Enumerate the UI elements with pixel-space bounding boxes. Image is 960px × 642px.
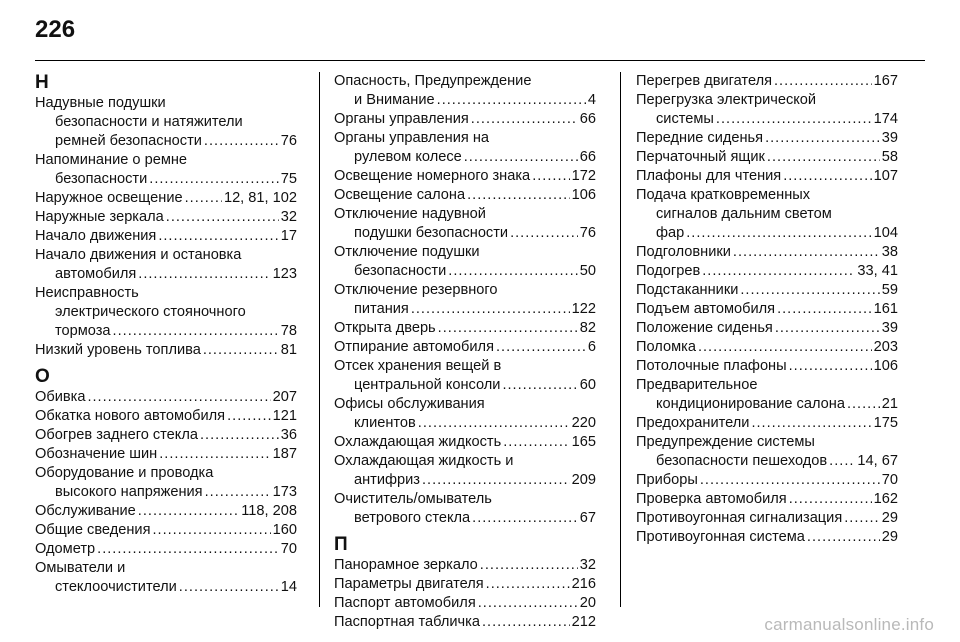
dot-leader: [502, 376, 577, 395]
dot-leader: [733, 243, 880, 262]
entry-text: кондиционирование салона: [656, 396, 845, 412]
dot-leader: [496, 338, 586, 357]
index-entry[interactable]: [334, 452, 596, 490]
entry-text: Наружные зеркала: [35, 209, 164, 225]
entry-text: тормоза: [55, 323, 111, 339]
index-entry[interactable]: [636, 72, 898, 91]
entry-text: антифриз: [354, 472, 420, 488]
index-entry[interactable]: [35, 246, 297, 284]
entry-text: Охлаждающая жидкость: [334, 434, 502, 450]
index-entry[interactable]: [636, 262, 898, 281]
entry-text: рулевом колесе: [354, 149, 462, 165]
page-reference[interactable]: 123: [272, 266, 297, 282]
index-entry[interactable]: [636, 300, 898, 319]
page-reference[interactable]: 175: [873, 415, 898, 431]
index-entry[interactable]: [35, 227, 297, 246]
index-entry[interactable]: [636, 281, 898, 300]
dot-leader: [87, 388, 270, 407]
index-entry[interactable]: [334, 186, 596, 205]
dot-leader: [532, 167, 569, 186]
page-reference[interactable]: 106: [873, 358, 898, 374]
page-reference[interactable]: 76: [280, 133, 297, 149]
index-entry[interactable]: [35, 388, 297, 407]
page-reference[interactable]: 4: [587, 92, 596, 108]
index-entry[interactable]: [636, 471, 898, 490]
index-entry[interactable]: [636, 414, 898, 433]
page-reference[interactable]: 36: [280, 427, 297, 443]
entry-text: Паспорт автомобиля: [334, 595, 476, 611]
index-entry[interactable]: [334, 338, 596, 357]
dot-leader: [227, 407, 271, 426]
index-entry[interactable]: [35, 464, 297, 502]
index-entry[interactable]: [636, 243, 898, 262]
dot-leader: [418, 414, 570, 433]
entry-text: Подголовники: [636, 244, 731, 260]
page-reference[interactable]: 32: [280, 209, 297, 225]
index-column-3: [636, 72, 898, 547]
entry-text: автомобиля: [55, 266, 137, 282]
dot-leader: [847, 395, 880, 414]
entry-text: Обивка: [35, 389, 86, 405]
index-entry[interactable]: [636, 129, 898, 148]
entry-text: Передние сиденья: [636, 130, 764, 146]
page-reference[interactable]: 17: [280, 228, 297, 244]
index-entry[interactable]: [636, 148, 898, 167]
dot-leader: [138, 265, 270, 284]
dot-leader: [686, 224, 871, 243]
entry-text: Оборудование и проводка: [35, 465, 214, 481]
entry-text: Обогрев заднего стекла: [35, 427, 198, 443]
page-reference[interactable]: 167: [873, 73, 898, 89]
entry-text: Общие сведения: [35, 522, 151, 538]
page-reference[interactable]: 161: [873, 301, 898, 317]
index-entry[interactable]: [636, 433, 898, 471]
page-reference[interactable]: 70: [280, 541, 297, 557]
dot-leader: [422, 471, 570, 490]
entry-text: Противоугонная система: [636, 529, 805, 545]
index-entry[interactable]: [35, 341, 297, 360]
page-reference[interactable]: 50: [579, 263, 596, 279]
page-reference[interactable]: 212: [571, 614, 596, 630]
dot-leader: [480, 556, 578, 575]
page-reference[interactable]: 20: [579, 595, 596, 611]
entry-text: Противоугонная сигнализация: [636, 510, 843, 526]
entry-text: Приборы: [636, 472, 698, 488]
dot-leader: [503, 433, 569, 452]
index-entry[interactable]: [636, 338, 898, 357]
index-entry[interactable]: [334, 575, 596, 594]
dot-leader: [204, 132, 279, 151]
index-entry[interactable]: [334, 281, 596, 319]
page-reference[interactable]: 67: [579, 510, 596, 526]
entry-text: безопасности пешеходов: [656, 453, 828, 469]
page-reference[interactable]: 39: [881, 320, 898, 336]
page-reference[interactable]: 121: [272, 408, 297, 424]
entry-text: центральной консоли: [354, 377, 501, 393]
entry-text: стеклоочистители: [55, 579, 177, 595]
dot-leader: [716, 110, 872, 129]
index-entry[interactable]: [334, 357, 596, 395]
entry-text: Отпирание автомобиля: [334, 339, 494, 355]
page-reference[interactable]: 172: [571, 168, 596, 184]
entry-text: Начало движения: [35, 228, 157, 244]
index-entry[interactable]: [35, 284, 297, 341]
entry-text: Отключение надувной: [334, 206, 486, 222]
entry-text: высокого напряжения: [55, 484, 203, 500]
index-entry[interactable]: [636, 186, 898, 243]
page-reference[interactable]: 107: [873, 168, 898, 184]
page-reference[interactable]: 203: [873, 339, 898, 355]
index-entry[interactable]: [636, 528, 898, 547]
index-entry[interactable]: [334, 395, 596, 433]
dot-leader: [478, 594, 578, 613]
page-reference[interactable]: 75: [280, 171, 297, 187]
dot-leader: [783, 167, 871, 186]
entry-text: сигналов дальним светом: [656, 206, 832, 222]
page-reference[interactable]: 32: [579, 557, 596, 573]
watermark: carmanualsonline.info: [764, 615, 934, 634]
dot-leader: [448, 262, 578, 281]
entry-text: Подогрев: [636, 263, 701, 279]
column-divider-1: [319, 72, 320, 607]
entry-text: безопасности: [354, 263, 447, 279]
entry-text: Подача кратковременных: [636, 187, 811, 203]
index-entry[interactable]: [35, 559, 297, 597]
index-entry[interactable]: [334, 129, 596, 167]
entry-text: Неисправность: [35, 285, 139, 301]
entry-text: ветрового стекла: [354, 510, 471, 526]
dot-leader: [138, 502, 239, 521]
entry-text: Одометр: [35, 541, 96, 557]
index-entry[interactable]: [334, 319, 596, 338]
index-column-1: [35, 72, 297, 597]
entry-text: клиентов: [354, 415, 416, 431]
index-entry[interactable]: [35, 189, 297, 208]
index-entry[interactable]: [334, 556, 596, 575]
dot-leader: [751, 414, 871, 433]
page-reference[interactable]: 162: [873, 491, 898, 507]
dot-leader: [472, 509, 578, 528]
dot-leader: [698, 338, 872, 357]
dot-leader: [774, 72, 872, 91]
index-entry[interactable]: [35, 151, 297, 189]
index-entry[interactable]: [636, 91, 898, 129]
dot-leader: [765, 129, 880, 148]
entry-text: Поломка: [636, 339, 696, 355]
header-rule: [35, 60, 925, 61]
entry-text: Перчаточный ящик: [636, 149, 765, 165]
index-entry[interactable]: [35, 521, 297, 540]
index-entry[interactable]: [334, 243, 596, 281]
dot-leader: [844, 509, 880, 528]
dot-leader: [152, 521, 270, 540]
entry-text: и Внимание: [354, 92, 435, 108]
page-reference[interactable]: 29: [881, 510, 898, 526]
index-entry[interactable]: [35, 445, 297, 464]
entry-text: Предупреждение системы: [636, 434, 815, 450]
page-reference[interactable]: 29: [881, 529, 898, 545]
entry-text: Перегрузка электрической: [636, 92, 817, 108]
page-reference[interactable]: 33, 41: [857, 263, 898, 279]
entry-text: ремней безопасности: [55, 133, 202, 149]
dot-leader: [467, 186, 570, 205]
entry-text: Обслуживание: [35, 503, 136, 519]
page-reference[interactable]: 76: [579, 225, 596, 241]
entry-text: Освещение салона: [334, 187, 466, 203]
dot-leader: [438, 319, 578, 338]
dot-leader: [200, 426, 279, 445]
index-entry[interactable]: [35, 407, 297, 426]
page-reference[interactable]: 14: [280, 579, 297, 595]
entry-text: Отключение подушки: [334, 244, 480, 260]
entry-text: Начало движения и остановка: [35, 247, 242, 263]
entry-text: Охлаждающая жидкость и: [334, 453, 514, 469]
page-reference[interactable]: 118, 208: [241, 503, 297, 519]
index-letter-heading: Н: [35, 72, 49, 93]
entry-text: Предварительное: [636, 377, 758, 393]
index-letter-heading: О: [35, 366, 50, 387]
dot-leader: [205, 483, 271, 502]
entry-text: Отсек хранения вещей в: [334, 358, 502, 374]
index-entry[interactable]: [636, 319, 898, 338]
dot-leader: [789, 357, 872, 376]
entry-text: фар: [656, 225, 685, 241]
page-reference[interactable]: 14, 67: [857, 453, 898, 469]
page-reference[interactable]: 78: [280, 323, 297, 339]
index-entry[interactable]: [334, 613, 596, 632]
page-reference[interactable]: 106: [571, 187, 596, 203]
entry-text: Напоминание о ремне: [35, 152, 188, 168]
entry-text: Обкатка нового автомобиля: [35, 408, 226, 424]
page-reference[interactable]: 21: [881, 396, 898, 412]
page-reference[interactable]: 60: [579, 377, 596, 393]
index-entry[interactable]: [636, 509, 898, 528]
dot-leader: [113, 322, 279, 341]
dot-leader: [486, 575, 570, 594]
dot-leader: [179, 578, 279, 597]
page-reference[interactable]: 70: [881, 472, 898, 488]
entry-text: Офисы обслуживания: [334, 396, 485, 412]
page-reference[interactable]: 66: [579, 149, 596, 165]
entry-text: Органы управления на: [334, 130, 490, 146]
page-reference[interactable]: 216: [571, 576, 596, 592]
dot-leader: [482, 613, 570, 632]
entry-text: Обозначение шин: [35, 446, 158, 462]
entry-text: подушки безопасности: [354, 225, 509, 241]
page-reference[interactable]: 82: [579, 320, 596, 336]
dot-leader: [203, 341, 279, 360]
index-entry[interactable]: [35, 94, 297, 151]
entry-text: Паспортная табличка: [334, 614, 480, 630]
entry-text: Проверка автомобиля: [636, 491, 787, 507]
entry-text: Открыта дверь: [334, 320, 436, 336]
page-number: 226: [35, 16, 76, 43]
entry-text: Омыватели и: [35, 560, 126, 576]
page-reference[interactable]: 39: [881, 130, 898, 146]
page-reference[interactable]: 220: [571, 415, 596, 431]
entry-text: Освещение номерного знака: [334, 168, 531, 184]
page-reference[interactable]: 122: [571, 301, 596, 317]
index-entry[interactable]: [334, 72, 596, 110]
page-reference[interactable]: 58: [881, 149, 898, 165]
index-entry[interactable]: [334, 594, 596, 613]
entry-text: Параметры двигателя: [334, 576, 484, 592]
entry-text: Подстаканники: [636, 282, 739, 298]
dot-leader: [149, 170, 279, 189]
entry-text: питания: [354, 301, 409, 317]
page-reference[interactable]: 104: [873, 225, 898, 241]
dot-leader: [166, 208, 279, 227]
index-letter-heading: П: [334, 534, 348, 555]
entry-text: Надувные подушки: [35, 95, 166, 111]
dot-leader: [777, 300, 872, 319]
dot-leader: [767, 148, 880, 167]
dot-leader: [185, 189, 222, 208]
page-reference[interactable]: 38: [881, 244, 898, 260]
page-reference[interactable]: 12, 81, 102: [223, 190, 297, 206]
entry-text: Перегрев двигателя: [636, 73, 772, 89]
dot-leader: [437, 91, 586, 110]
entry-text: Органы управления: [334, 111, 469, 127]
dot-leader: [740, 281, 879, 300]
index-entry[interactable]: [334, 110, 596, 129]
entry-text: Низкий уровень топлива: [35, 342, 201, 358]
index-entry[interactable]: [35, 540, 297, 559]
index-column-2: [334, 72, 596, 632]
dot-leader: [700, 471, 880, 490]
entry-text: Предохранители: [636, 415, 750, 431]
dot-leader: [411, 300, 570, 319]
index-entry[interactable]: [636, 167, 898, 186]
index-entry[interactable]: [636, 376, 898, 414]
index-entry[interactable]: [334, 205, 596, 243]
entry-text: безопасности и натяжители: [55, 114, 243, 130]
index-entry[interactable]: [35, 502, 297, 521]
page-reference[interactable]: 165: [571, 434, 596, 450]
dot-leader: [702, 262, 855, 281]
index-entry[interactable]: [35, 426, 297, 445]
page-reference[interactable]: 207: [272, 389, 297, 405]
entry-text: системы: [656, 111, 714, 127]
page-reference[interactable]: 187: [272, 446, 297, 462]
page-reference[interactable]: 209: [571, 472, 596, 488]
column-divider-2: [620, 72, 621, 607]
page-reference[interactable]: 66: [579, 111, 596, 127]
dot-leader: [158, 227, 278, 246]
index-entry[interactable]: [334, 167, 596, 186]
page-reference[interactable]: 160: [272, 522, 297, 538]
entry-text: Наружное освещение: [35, 190, 183, 206]
page-reference[interactable]: 6: [587, 339, 596, 355]
dot-leader: [159, 445, 270, 464]
entry-text: Опасность, Предупреждение: [334, 73, 532, 89]
entry-text: Плафоны для чтения: [636, 168, 782, 184]
dot-leader: [510, 224, 578, 243]
page-reference[interactable]: 59: [881, 282, 898, 298]
dot-leader: [807, 528, 880, 547]
index-entry[interactable]: [334, 433, 596, 452]
dot-leader: [471, 110, 578, 129]
page-reference[interactable]: 173: [272, 484, 297, 500]
entry-text: Очиститель/омыватель: [334, 491, 492, 507]
dot-leader: [775, 319, 880, 338]
page-reference[interactable]: 174: [873, 111, 898, 127]
entry-text: Подъем автомобиля: [636, 301, 776, 317]
dot-leader: [789, 490, 872, 509]
index-entry[interactable]: [636, 490, 898, 509]
entry-text: безопасности: [55, 171, 148, 187]
index-entry[interactable]: [334, 490, 596, 528]
entry-text: Положение сиденья: [636, 320, 773, 336]
index-entry[interactable]: [636, 357, 898, 376]
dot-leader: [464, 148, 578, 167]
dot-leader: [829, 452, 855, 471]
page-reference[interactable]: 81: [280, 342, 297, 358]
entry-text: Отключение резервного: [334, 282, 498, 298]
entry-text: электрического стояночного: [55, 304, 246, 320]
index-entry[interactable]: [35, 208, 297, 227]
entry-text: Потолочные плафоны: [636, 358, 787, 374]
entry-text: Панорамное зеркало: [334, 557, 478, 573]
dot-leader: [97, 540, 279, 559]
